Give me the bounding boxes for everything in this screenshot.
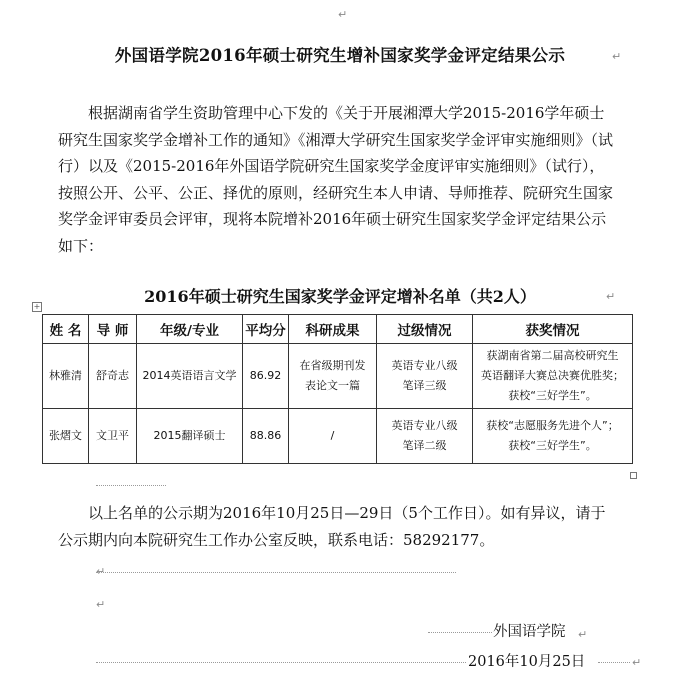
paragraph-mark-icon: ↵ bbox=[632, 656, 642, 669]
dotted-leader bbox=[428, 632, 492, 633]
award-line: 获校“三好学生”。 bbox=[508, 389, 597, 402]
cell-certificates bbox=[377, 344, 473, 409]
header-research: 科研成果 bbox=[289, 315, 377, 344]
header-certificates: 过级情况 bbox=[377, 315, 473, 344]
document-title: 外国语学院2016年硕士研究生增补国家奖学金评定结果公示 bbox=[114, 46, 566, 65]
cell-name: 张熠文 bbox=[43, 409, 89, 464]
research-line: 表论文一篇 bbox=[305, 379, 360, 392]
certificate-line: 英语专业八级 bbox=[391, 359, 458, 372]
award-line: 获校“三好学生”。 bbox=[508, 439, 597, 452]
cell-certificates bbox=[377, 409, 473, 464]
dotted-leader bbox=[598, 662, 630, 663]
table-header-row bbox=[43, 315, 633, 344]
cell-research bbox=[289, 344, 377, 409]
dotted-leader bbox=[96, 572, 456, 573]
cell-grade-major: 2015翻译硕士 bbox=[137, 409, 243, 464]
award-line: 获校“志愿服务先进个人”； bbox=[486, 419, 619, 432]
cell-average: 88.86 bbox=[243, 409, 289, 464]
cell-grade-major: 2014英语语言文学 bbox=[137, 344, 243, 409]
cell-advisor: 舒奇志 bbox=[89, 344, 137, 409]
cell-awards bbox=[473, 409, 633, 464]
dotted-leader bbox=[96, 485, 166, 486]
dotted-leader bbox=[96, 662, 466, 663]
paragraph-mark-icon: ↵ bbox=[606, 290, 616, 303]
research-line: 在省级期刊发 bbox=[299, 359, 366, 372]
award-line: 获湖南省第二届高校研究生 bbox=[486, 349, 619, 362]
paragraph-mark-icon: ↵ bbox=[96, 565, 106, 578]
table-row bbox=[43, 409, 633, 464]
certificate-line: 笔译二级 bbox=[402, 439, 447, 452]
cell-awards bbox=[473, 344, 633, 409]
scholarship-table bbox=[42, 314, 633, 464]
certificate-line: 笔译三级 bbox=[402, 379, 447, 392]
cell-average: 86.92 bbox=[243, 344, 289, 409]
header-advisor: 导 师 bbox=[89, 315, 137, 344]
award-line: 英语翻译大赛总决赛优胜奖； bbox=[481, 369, 624, 382]
table-move-handle-icon[interactable]: + bbox=[33, 302, 41, 311]
header-name: 姓 名 bbox=[43, 315, 89, 344]
table-resize-handle-icon[interactable] bbox=[630, 472, 637, 479]
notice-paragraph: 以上名单的公示期为2016年10月25日—29日（5个工作日）。如有异议，请于公示期内向本院研究生工作办公室反映，联系电话：58292177。 bbox=[58, 504, 606, 549]
signer-name: 外国语学院 bbox=[493, 624, 566, 640]
cell-name: 林雅清 bbox=[43, 344, 89, 409]
signing-date: 2016年10月25日 bbox=[468, 654, 586, 670]
cell-advisor: 文卫平 bbox=[89, 409, 137, 464]
certificate-line: 英语专业八级 bbox=[391, 419, 458, 432]
table-title: 2016年硕士研究生国家奖学金评定增补名单（共2人） bbox=[144, 287, 536, 306]
intro-paragraph: 根据湖南省学生资助管理中心下发的《关于开展湘潭大学2015-2016学年硕士研究生国家奖学金增补工作的通知》《湘潭大学研究生国家奖学金评审实施细则》（试行）以及《2015-2016年外国语学院研究生国家奖学金度评审实施细则》（试行），按照公开、公平、公正、择优的原则，经研究生本人申请、导师推荐、院研究生国家奖学金评审委员会评审，现将本院增补2016年硕士研究生国家奖学金评定结果公示如下： bbox=[58, 104, 614, 255]
research-line: / bbox=[330, 429, 335, 442]
header-awards: 获奖情况 bbox=[473, 315, 633, 344]
paragraph-mark-icon: ↵ bbox=[612, 50, 622, 63]
paragraph-mark-icon: ↵ bbox=[578, 628, 588, 641]
header-grade-major: 年级/专业 bbox=[137, 315, 243, 344]
paragraph-mark-icon: ↵ bbox=[96, 598, 106, 611]
cell-research bbox=[289, 409, 377, 464]
header-average: 平均分 bbox=[243, 315, 289, 344]
paragraph-mark-icon: ↵ bbox=[338, 8, 348, 21]
table-row bbox=[43, 344, 633, 409]
